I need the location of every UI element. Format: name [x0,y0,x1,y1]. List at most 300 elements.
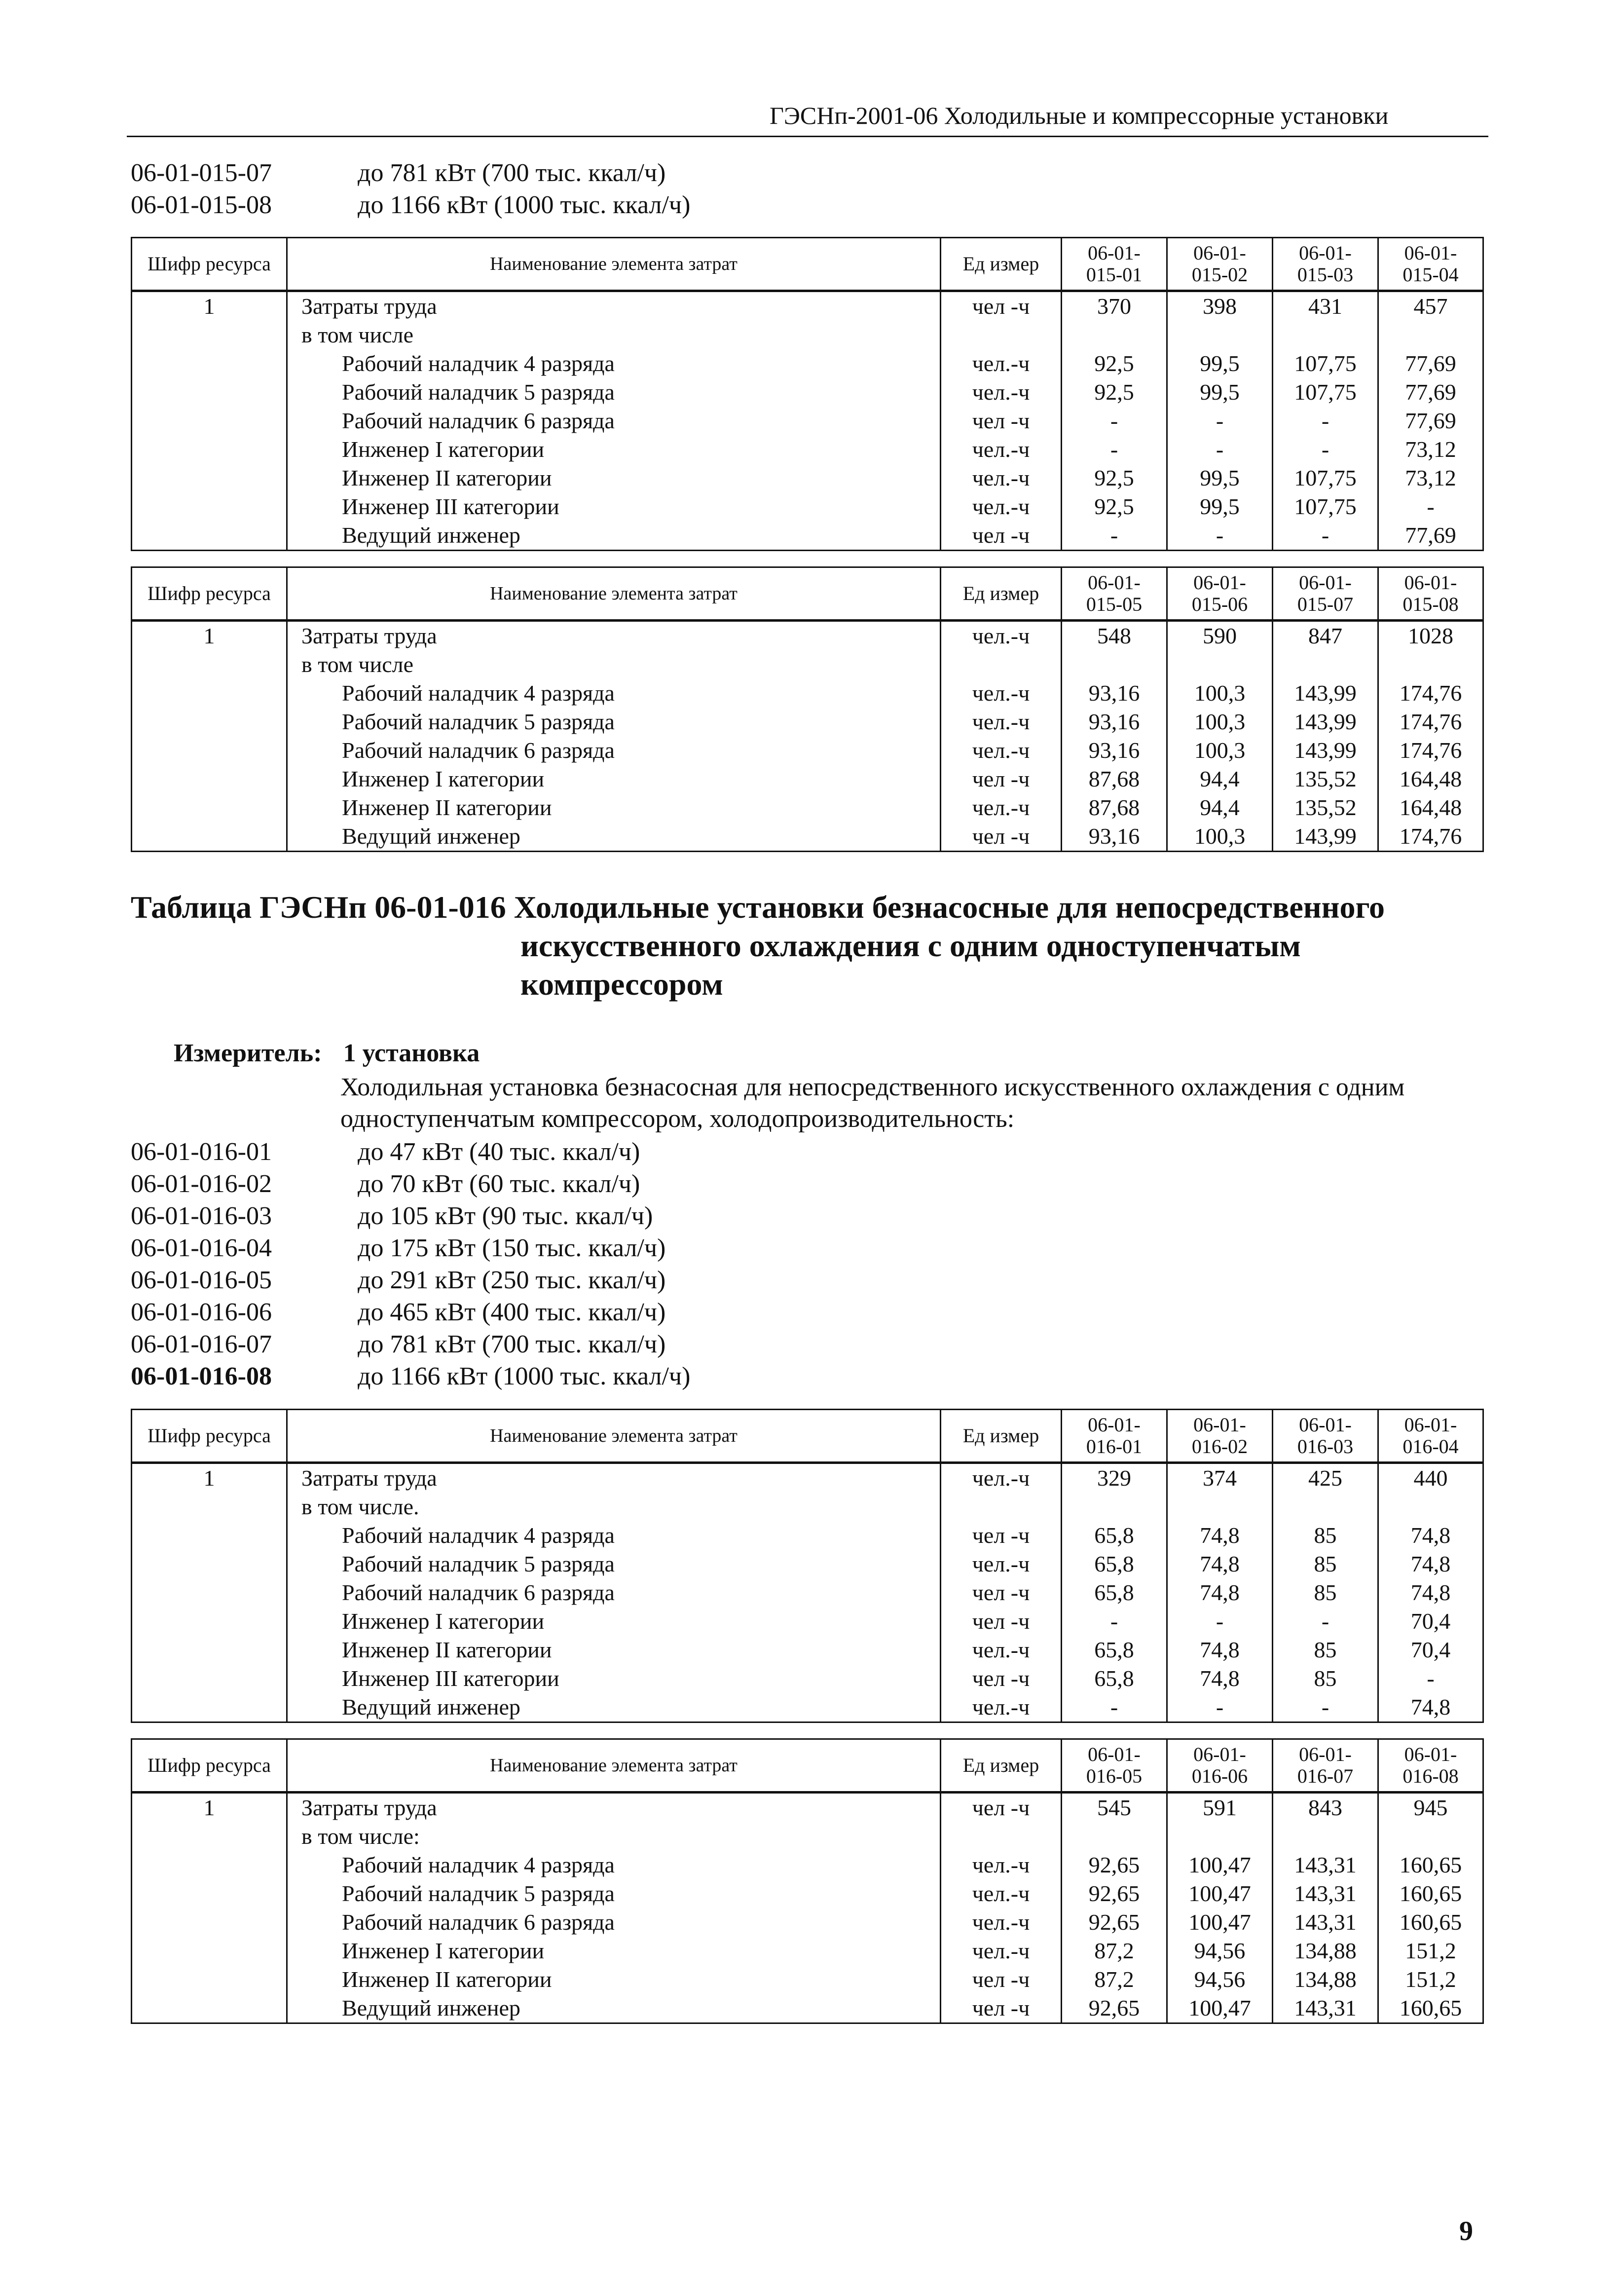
resource-code-cell [132,822,287,852]
value-cell: 94,56 [1167,1937,1273,1965]
cost-element-name: Ведущий инженер [287,521,941,551]
value-cell: 160,65 [1378,1851,1483,1879]
value-cell: 590 [1167,621,1273,651]
value-cell: 74,8 [1167,1664,1273,1693]
value-cell: 843 [1273,1793,1378,1823]
unit-cell: чел -ч [941,1664,1062,1693]
value-cell: 92,5 [1062,464,1167,492]
resource-code-cell [132,407,287,435]
resource-code-cell [132,708,287,736]
table-row [132,1693,1483,1722]
resource-code-cell [132,1607,287,1636]
value-cell: 99,5 [1167,349,1273,378]
value-cell: 65,8 [1062,1636,1167,1664]
value-cell [1273,321,1378,349]
resource-code-cell [132,435,287,464]
table-row [132,679,1483,708]
code-description: до 47 кВт (40 тыс. ккал/ч) [358,1138,640,1166]
header-resource-code: Шифр ресурса [132,238,287,291]
value-cell: - [1378,1664,1483,1693]
top-code-list [131,157,690,221]
unit-cell [941,321,1062,349]
code-description: до 175 кВт (150 тыс. ккал/ч) [358,1234,666,1262]
value-cell: 65,8 [1062,1664,1167,1693]
value-cell: 143,31 [1273,1994,1378,2023]
resource-code-cell [132,679,287,708]
value-cell: 99,5 [1167,378,1273,407]
code-line [131,1136,690,1168]
header-resource-code: Шифр ресурса [132,1739,287,1793]
value-cell: 92,5 [1062,378,1167,407]
measure-label: Измеритель: [174,1039,322,1067]
cost-element-name: Затраты труда [287,621,941,651]
header-norm-code: 06-01- 016-01 [1062,1410,1167,1463]
page-number: 9 [1459,2216,1473,2246]
resource-code-cell [132,736,287,765]
value-cell: 164,48 [1378,793,1483,822]
cost-element-name: Рабочий наладчик 6 разряда [287,407,941,435]
measure-value: 1 установка [343,1039,480,1067]
unit-cell: чел.-ч [941,1636,1062,1664]
resource-code-cell [132,1937,287,1965]
value-cell: 93,16 [1062,736,1167,765]
unit-cell: чел.-ч [941,679,1062,708]
value-cell: 398 [1167,291,1273,321]
cost-element-name: Инженер I категории [287,435,941,464]
unit-cell: чел.-ч [941,464,1062,492]
value-cell: 143,31 [1273,1908,1378,1937]
table-row [132,765,1483,793]
value-cell: - [1167,521,1273,551]
header-norm-code: 06-01- 015-01 [1062,238,1167,291]
value-cell: 65,8 [1062,1521,1167,1550]
unit-cell: чел.-ч [941,378,1062,407]
resource-code-cell: 1 [132,1463,287,1493]
cost-element-name: Затраты труда [287,1793,941,1823]
header-norm-code: 06-01- 016-08 [1378,1739,1483,1793]
unit-cell: чел -ч [941,1521,1062,1550]
value-cell: 85 [1273,1550,1378,1578]
cost-element-name: Рабочий наладчик 4 разряда [287,1521,941,1550]
value-cell: - [1273,1607,1378,1636]
cost-element-name: Инженер III категории [287,1664,941,1693]
value-cell: 143,99 [1273,708,1378,736]
resource-code-cell: 1 [132,1793,287,1823]
header-unit: Ед измер [941,1739,1062,1793]
resource-code-cell [132,492,287,521]
resource-code-cell [132,765,287,793]
cost-element-name: Рабочий наладчик 5 разряда [287,1879,941,1908]
code-number: 06-01-016-02 [131,1170,272,1198]
code-description: до 781 кВт (700 тыс. ккал/ч) [358,1330,666,1358]
table-row [132,1636,1483,1664]
value-cell: 1028 [1378,621,1483,651]
table-row [132,736,1483,765]
value-cell: - [1062,521,1167,551]
resource-code-cell [132,1822,287,1851]
value-cell: - [1273,1693,1378,1722]
code-line [131,1200,690,1232]
value-cell: 93,16 [1062,679,1167,708]
value-cell: 85 [1273,1521,1378,1550]
code-description: до 781 кВт (700 тыс. ккал/ч) [358,159,666,187]
cost-element-name: в том числе [287,321,941,349]
unit-cell: чел.-ч [941,1937,1062,1965]
header-norm-code: 06-01- 016-03 [1273,1410,1378,1463]
cost-element-name: Инженер I категории [287,765,941,793]
value-cell [1378,1822,1483,1851]
cost-element-name: Рабочий наладчик 4 разряда [287,679,941,708]
value-cell: 107,75 [1273,378,1378,407]
value-cell: 77,69 [1378,407,1483,435]
value-cell: 85 [1273,1664,1378,1693]
unit-cell: чел.-ч [941,1851,1062,1879]
value-cell: 99,5 [1167,492,1273,521]
value-cell: 160,65 [1378,1994,1483,2023]
resource-code-cell [132,1636,287,1664]
value-cell: 74,8 [1167,1636,1273,1664]
value-cell: 70,4 [1378,1636,1483,1664]
value-cell: 87,68 [1062,793,1167,822]
value-cell: 457 [1378,291,1483,321]
value-cell: 431 [1273,291,1378,321]
value-cell: - [1378,492,1483,521]
value-cell: 74,8 [1167,1521,1273,1550]
table-row [132,1493,1483,1521]
value-cell: - [1062,1607,1167,1636]
value-cell: 143,99 [1273,679,1378,708]
unit-cell: чел.-ч [941,621,1062,651]
table-row [132,435,1483,464]
table-row [132,1550,1483,1578]
header-norm-code: 06-01- 015-02 [1167,238,1273,291]
value-cell: 92,5 [1062,492,1167,521]
unit-cell: чел -ч [941,1994,1062,2023]
header-resource-code: Шифр ресурса [132,567,287,621]
value-cell: 135,52 [1273,765,1378,793]
header-norm-code: 06-01- 016-05 [1062,1739,1167,1793]
header-norm-code: 06-01- 015-05 [1062,567,1167,621]
unit-cell: чел -ч [941,1965,1062,1994]
table-row [132,349,1483,378]
value-cell: 73,12 [1378,435,1483,464]
table-row [132,321,1483,349]
unit-cell: чел.-ч [941,1693,1062,1722]
value-cell: 440 [1378,1463,1483,1493]
table-row [132,378,1483,407]
value-cell: 100,47 [1167,1908,1273,1937]
value-cell: 65,8 [1062,1578,1167,1607]
value-cell: 370 [1062,291,1167,321]
value-cell: 74,8 [1167,1578,1273,1607]
value-cell: - [1062,435,1167,464]
table-row [132,1578,1483,1607]
value-cell: 74,8 [1378,1578,1483,1607]
resource-code-cell [132,464,287,492]
cost-element-name: в том числе. [287,1493,941,1521]
code-number: 06-01-015-08 [131,191,272,219]
value-cell: - [1167,407,1273,435]
value-cell: 100,3 [1167,736,1273,765]
value-cell: - [1273,435,1378,464]
cost-element-name: Инженер II категории [287,793,941,822]
section-title-line2: искусственного охлаждения с одним одноступенчатым компрессором [520,928,1301,1002]
cost-element-name: Инженер II категории [287,1965,941,1994]
value-cell: 135,52 [1273,793,1378,822]
header-norm-code: 06-01- 015-08 [1378,567,1483,621]
header-rule [127,136,1488,137]
unit-cell: чел -ч [941,407,1062,435]
section-title [131,888,1492,1004]
cost-element-name: Рабочий наладчик 6 разряда [287,1578,941,1607]
value-cell: 92,65 [1062,1994,1167,2023]
value-cell: 65,8 [1062,1550,1167,1578]
value-cell: 160,65 [1378,1908,1483,1937]
value-cell: - [1273,521,1378,551]
value-cell: 92,5 [1062,349,1167,378]
value-cell: 174,76 [1378,822,1483,852]
value-cell: 94,4 [1167,765,1273,793]
code-line [131,1264,690,1296]
code-number: 06-01-016-06 [131,1298,272,1326]
value-cell: 847 [1273,621,1378,651]
table-row [132,708,1483,736]
code-line [131,1232,690,1264]
table-row [132,793,1483,822]
header-norm-code: 06-01- 016-06 [1167,1739,1273,1793]
header-norm-code: 06-01- 015-06 [1167,567,1273,621]
resource-code-cell [132,521,287,551]
unit-cell: чел -ч [941,822,1062,852]
table-row [132,650,1483,679]
value-cell: 92,65 [1062,1879,1167,1908]
header-unit: Ед измер [941,238,1062,291]
header-norm-code: 06-01- 016-02 [1167,1410,1273,1463]
cost-element-name: Инженер II категории [287,1636,941,1664]
resource-code-cell [132,1851,287,1879]
resource-code-cell [132,1908,287,1937]
value-cell [1167,1822,1273,1851]
cost-element-name: в том числе: [287,1822,941,1851]
resource-code-cell [132,1578,287,1607]
resource-code-cell [132,793,287,822]
value-cell: 77,69 [1378,521,1483,551]
code-number: 06-01-016-08 [131,1362,272,1390]
cost-element-name: Рабочий наладчик 6 разряда [287,1908,941,1937]
value-cell: 74,8 [1378,1521,1483,1550]
code-description: до 291 кВт (250 тыс. ккал/ч) [358,1266,666,1294]
code-number: 06-01-015-07 [131,159,272,187]
value-cell: 70,4 [1378,1607,1483,1636]
value-cell: 93,16 [1062,708,1167,736]
value-cell: 100,47 [1167,1879,1273,1908]
running-header: ГЭСНп-2001-06 Холодильные и компрессорные установки [770,102,1389,129]
unit-cell: чел.-ч [941,736,1062,765]
header-cost-element-name: Наименование элемента затрат [287,1739,941,1793]
value-cell: 329 [1062,1463,1167,1493]
value-cell [1167,1493,1273,1521]
resource-code-cell [132,378,287,407]
resource-table-016-05-08 [131,1738,1484,2024]
cost-element-name: Ведущий инженер [287,1693,941,1722]
resource-code-cell [132,349,287,378]
resource-code-cell [132,1550,287,1578]
value-cell: - [1167,435,1273,464]
unit-cell: чел.-ч [941,492,1062,521]
value-cell [1062,650,1167,679]
header-unit: Ед измер [941,1410,1062,1463]
section-description: Холодильная установка безнасосная для непосредственного искусственного охлаждения с одним одноступенчатым компрессором, холодопроизводительность: [340,1073,1405,1133]
value-cell: 425 [1273,1463,1378,1493]
value-cell: 94,4 [1167,793,1273,822]
resource-code-cell [132,1994,287,2023]
unit-cell: чел.-ч [941,1908,1062,1937]
cost-element-name: в том числе [287,650,941,679]
resource-code-cell: 1 [132,291,287,321]
value-cell: 85 [1273,1636,1378,1664]
resource-table-015-01-04 [131,237,1484,551]
measure-line [174,1039,480,1068]
section-title-line1: Таблица ГЭСНп 06-01-016 Холодильные установки безнасосные для непосредственного [131,890,1385,925]
header-norm-code: 06-01- 015-07 [1273,567,1378,621]
unit-cell [941,1822,1062,1851]
table-row [132,521,1483,551]
value-cell: 93,16 [1062,822,1167,852]
value-cell: - [1062,1693,1167,1722]
value-cell: 107,75 [1273,492,1378,521]
unit-cell: чел -ч [941,765,1062,793]
table-row [132,1851,1483,1879]
value-cell: 151,2 [1378,1965,1483,1994]
cost-element-name: Рабочий наладчик 6 разряда [287,736,941,765]
value-cell: 85 [1273,1578,1378,1607]
unit-cell [941,650,1062,679]
value-cell: 591 [1167,1793,1273,1823]
unit-cell [941,1493,1062,1521]
unit-cell: чел.-ч [941,349,1062,378]
value-cell: 945 [1378,1793,1483,1823]
value-cell: 74,8 [1378,1693,1483,1722]
unit-cell: чел -ч [941,521,1062,551]
value-cell: 100,3 [1167,822,1273,852]
unit-cell: чел.-ч [941,435,1062,464]
resource-code-cell [132,1693,287,1722]
table-row [132,621,1483,651]
value-cell: 174,76 [1378,679,1483,708]
value-cell [1062,1822,1167,1851]
code-line [131,1168,690,1200]
table-row [132,1994,1483,2023]
value-cell: 100,47 [1167,1851,1273,1879]
table-row [132,1607,1483,1636]
cost-element-name: Затраты труда [287,1463,941,1493]
code-number: 06-01-016-07 [131,1330,272,1358]
unit-cell: чел -ч [941,1607,1062,1636]
resource-code-cell [132,650,287,679]
value-cell [1167,650,1273,679]
code-number: 06-01-016-04 [131,1234,272,1262]
value-cell: - [1167,1607,1273,1636]
header-unit: Ед измер [941,567,1062,621]
code-description: до 465 кВт (400 тыс. ккал/ч) [358,1298,666,1326]
table-row [132,492,1483,521]
table-row [132,407,1483,435]
code-description: до 1166 кВт (1000 тыс. ккал/ч) [358,191,691,219]
resource-code-cell [132,1664,287,1693]
value-cell [1378,1493,1483,1521]
value-cell: 73,12 [1378,464,1483,492]
value-cell: 548 [1062,621,1167,651]
unit-cell: чел.-ч [941,708,1062,736]
value-cell: 92,65 [1062,1908,1167,1937]
resource-table-016-01-04 [131,1409,1484,1723]
value-cell: 77,69 [1378,378,1483,407]
cost-element-name: Рабочий наладчик 5 разряда [287,1550,941,1578]
table-row [132,1521,1483,1550]
code-line [131,1360,690,1392]
unit-cell: чел.-ч [941,1879,1062,1908]
value-cell: 174,76 [1378,708,1483,736]
unit-cell: чел -ч [941,1578,1062,1607]
header-cost-element-name: Наименование элемента затрат [287,1410,941,1463]
code-number: 06-01-016-05 [131,1266,272,1294]
value-cell: 160,65 [1378,1879,1483,1908]
section-code-list [131,1136,690,1392]
value-cell: 107,75 [1273,349,1378,378]
header-cost-element-name: Наименование элемента затрат [287,238,941,291]
value-cell: 143,31 [1273,1851,1378,1879]
header-norm-code: 06-01- 015-03 [1273,238,1378,291]
header-norm-code: 06-01- 016-04 [1378,1410,1483,1463]
unit-cell: чел.-ч [941,793,1062,822]
value-cell: 87,2 [1062,1965,1167,1994]
table-row [132,1463,1483,1493]
value-cell [1273,650,1378,679]
value-cell [1378,650,1483,679]
table-row [132,464,1483,492]
value-cell: 143,99 [1273,822,1378,852]
table-row [132,822,1483,852]
value-cell: 374 [1167,1463,1273,1493]
value-cell [1062,1493,1167,1521]
value-cell [1273,1822,1378,1851]
cost-element-name: Рабочий наладчик 5 разряда [287,378,941,407]
header-norm-code: 06-01- 016-07 [1273,1739,1378,1793]
cost-element-name: Инженер I категории [287,1607,941,1636]
value-cell: - [1167,1693,1273,1722]
value-cell: 100,47 [1167,1994,1273,2023]
resource-code-cell: 1 [132,621,287,651]
resource-code-cell [132,1879,287,1908]
code-description: до 70 кВт (60 тыс. ккал/ч) [358,1170,640,1198]
cost-element-name: Затраты труда [287,291,941,321]
table-row [132,291,1483,321]
value-cell: 134,88 [1273,1937,1378,1965]
cost-element-name: Инженер III категории [287,492,941,521]
value-cell: 74,8 [1167,1550,1273,1578]
unit-cell: чел.-ч [941,1463,1062,1493]
value-cell [1378,321,1483,349]
value-cell: 100,3 [1167,679,1273,708]
cost-element-name: Рабочий наладчик 4 разряда [287,349,941,378]
code-number: 06-01-016-03 [131,1202,272,1230]
header-norm-code: 06-01- 015-04 [1378,238,1483,291]
value-cell: 94,56 [1167,1965,1273,1994]
resource-table-015-05-08 [131,566,1484,852]
value-cell: - [1062,407,1167,435]
value-cell: 134,88 [1273,1965,1378,1994]
value-cell [1273,1493,1378,1521]
